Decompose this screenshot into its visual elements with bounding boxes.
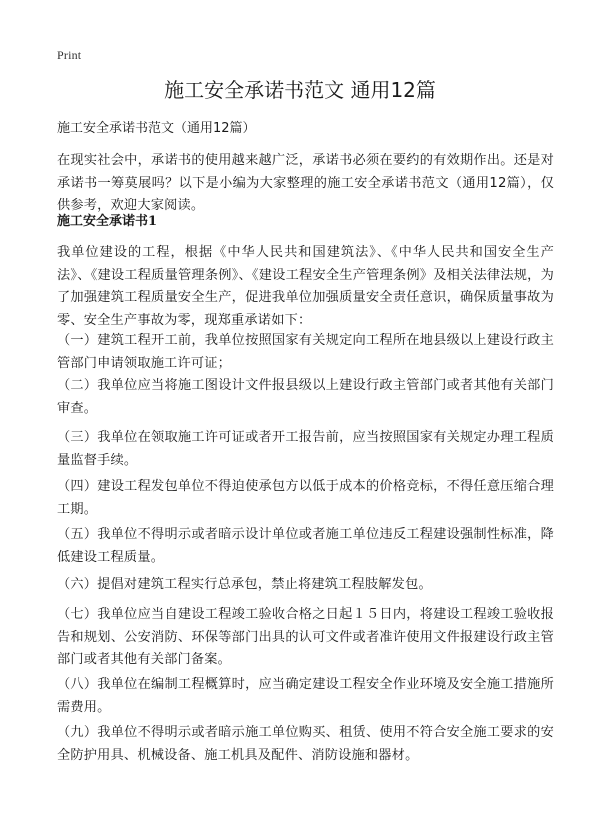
body-paragraph-item-2: （二）我单位应当将施工图设计文件报县级以上建设行政主管部门或者其他有关部门审查。 bbox=[57, 378, 554, 416]
body-paragraph-preamble: 我单位建设的工程，根据《中华人民共和国建筑法》、《中华人民共和国安全生产法》、《建设工程质量管理条例》、《建设工程安全生产管理条例》及相关法律法规，为了加强建筑工程质量安全生产，促进我单位加强质量安全责任意识，确保质量事故为零、安全生产事故为零，现郑重承诺如下： bbox=[57, 245, 554, 328]
print-link[interactable]: Print bbox=[57, 48, 82, 62]
body-paragraph-item-5: （五）我单位不得明示或者暗示设计单位或者施工单位违反工程建设强制性标准，降低建设工程质量。 bbox=[57, 527, 554, 565]
document-subtitle: 施工安全承诺书范文（通用12篇） bbox=[57, 121, 256, 136]
page-title: 施工安全承诺书范文 通用12篇 bbox=[164, 78, 436, 102]
body-paragraph-item-1: （一）建筑工程开工前，我单位按照国家有关规定向工程所在地县级以上建设行政主管部门申请领取施工许可证； bbox=[57, 333, 554, 371]
body-paragraph-item-7: （七）我单位应当自建设工程竣工验收合格之日起１５日内，将建设工程竣工验收报告和规划、公安消防、环保等部门出具的认可文件或者准许使用文件报建设行政主管部门或者其他有关部门备案。 bbox=[57, 607, 554, 667]
body-paragraph-item-6: （六）提倡对建筑工程实行总承包，禁止将建筑工程肢解发包。 bbox=[57, 577, 432, 592]
body-paragraph-item-4: （四）建设工程发包单位不得迫使承包方以低于成本的价格竞标，不得任意压缩合理工期。 bbox=[57, 479, 554, 517]
intro-paragraph: 在现实社会中，承诺书的使用越来越广泛，承诺书必须在要约的有效期作出。还是对承诺书一筹莫展吗？以下是小编为大家整理的施工安全承诺书范文（通用12篇），仅供参考，欢迎大家阅读。 bbox=[57, 153, 554, 213]
section-heading: 施工安全承诺书1 bbox=[57, 214, 158, 229]
body-paragraph-item-9: （九）我单位不得明示或者暗示施工单位购买、租赁、使用不符合安全施工要求的安全防护用具、机械设备、施工机具及配件、消防设施和器材。 bbox=[57, 725, 554, 763]
body-paragraph-item-3: （三）我单位在领取施工许可证或者开工报告前，应当按照国家有关规定办理工程质量监督手续。 bbox=[57, 430, 554, 468]
body-paragraph-item-8: （八）我单位在编制工程概算时，应当确定建设工程安全作业环境及安全施工措施所需费用。 bbox=[57, 677, 554, 715]
